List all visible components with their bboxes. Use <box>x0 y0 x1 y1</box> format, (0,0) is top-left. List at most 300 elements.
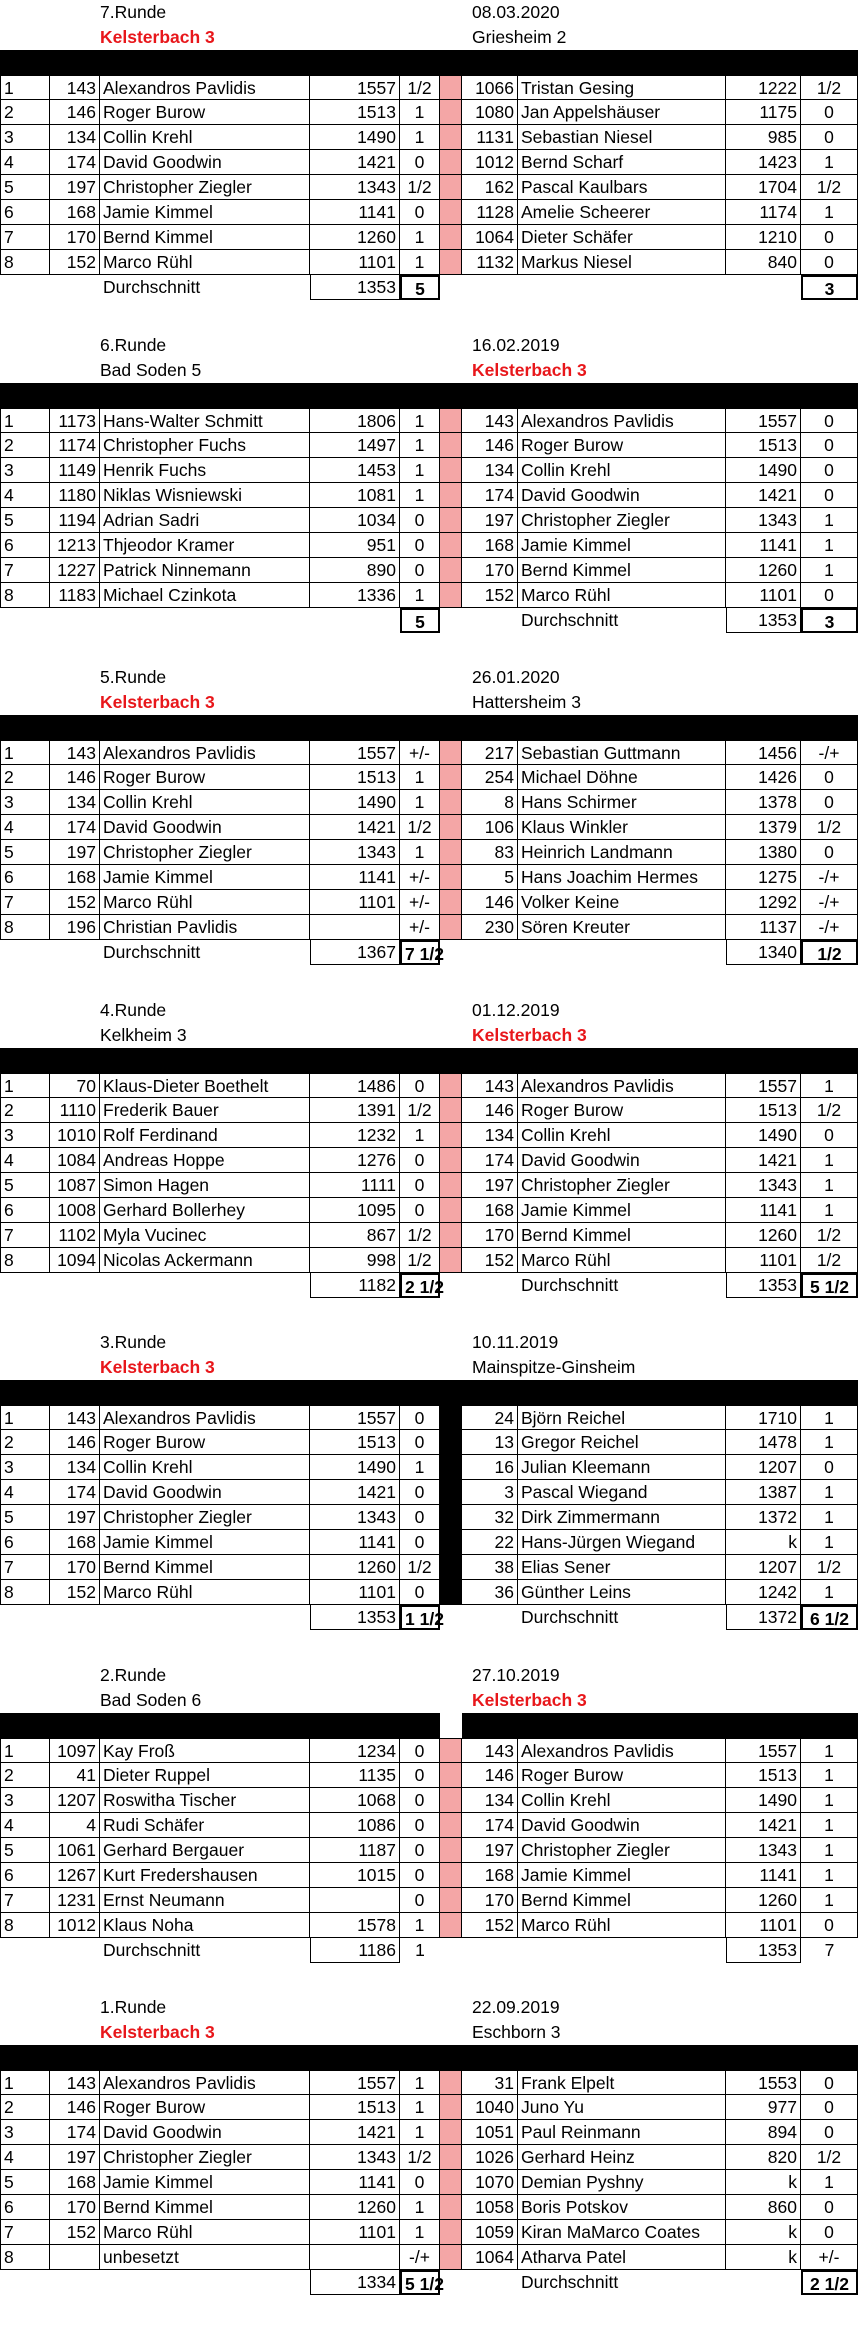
home-player-id: 143 <box>50 76 100 99</box>
home-player-name: David Goodwin <box>100 815 310 839</box>
separator <box>440 1430 462 1454</box>
away-player-rating: 1141 <box>726 533 801 557</box>
away-player-rating: 1513 <box>726 1098 801 1122</box>
header-spacer <box>0 998 100 1023</box>
home-player-rating: 1421 <box>310 2120 400 2144</box>
home-average-rating: 1353 <box>310 275 400 300</box>
home-player-result: 1 <box>400 2220 440 2244</box>
header-spacer <box>0 690 100 715</box>
separator <box>440 1223 462 1247</box>
home-player-name: Marco Rühl <box>100 890 310 914</box>
home-player-rating: 1234 <box>310 1739 400 1762</box>
away-player-rating: 1379 <box>726 815 801 839</box>
home-player-result: 1/2 <box>400 815 440 839</box>
pairing-row <box>0 583 858 608</box>
home-player-result: 0 <box>400 533 440 557</box>
separator <box>440 100 462 124</box>
separator <box>440 76 462 99</box>
away-player-name: Boris Potskov <box>518 2195 726 2219</box>
board-number: 2 <box>0 2095 50 2119</box>
separator <box>440 150 462 174</box>
board-number: 7 <box>0 890 50 914</box>
round-block <box>0 1330 858 1663</box>
away-average-rating: 1353 <box>726 608 801 633</box>
summary-spacer <box>462 1273 518 1298</box>
away-player-id: 1080 <box>462 100 518 124</box>
away-player-rating: 1222 <box>726 76 801 99</box>
separator <box>440 840 462 864</box>
home-player-id: 41 <box>50 1763 100 1787</box>
home-player-name: Andreas Hoppe <box>100 1148 310 1172</box>
header-bar-gap <box>440 1713 462 1738</box>
away-player-id: 24 <box>462 1406 518 1429</box>
away-player-rating: 1343 <box>726 1838 801 1862</box>
home-player-id: 1227 <box>50 558 100 582</box>
away-player-rating: k <box>726 2245 801 2269</box>
home-player-result: 0 <box>400 1148 440 1172</box>
board-number: 8 <box>0 915 50 939</box>
home-player-rating: 1260 <box>310 1555 400 1579</box>
home-player-name: Roger Burow <box>100 1430 310 1454</box>
away-player-id: 170 <box>462 1888 518 1912</box>
away-player-result: -/+ <box>801 915 858 939</box>
board-number: 3 <box>0 1123 50 1147</box>
away-player-id: 162 <box>462 175 518 199</box>
summary-spacer <box>0 1273 50 1298</box>
away-player-id: 83 <box>462 840 518 864</box>
away-player-id: 134 <box>462 1123 518 1147</box>
home-player-rating: 1101 <box>310 1580 400 1604</box>
away-team-name: Kelsterbach 3 <box>472 1024 587 1045</box>
home-player-id: 143 <box>50 2071 100 2094</box>
away-player-id: 134 <box>462 1788 518 1812</box>
round-label: 3.Runde <box>100 1332 167 1352</box>
away-player-id: 1040 <box>462 2095 518 2119</box>
board-number: 7 <box>0 1555 50 1579</box>
away-player-name: Christopher Ziegler <box>518 1838 726 1862</box>
pairing-row <box>0 225 858 250</box>
pairing-row <box>0 175 858 200</box>
separator <box>440 1406 462 1429</box>
board-number: 8 <box>0 1913 50 1937</box>
home-player-name: Thjeodor Kramer <box>100 533 310 557</box>
away-player-id: 1132 <box>462 250 518 274</box>
round-header <box>0 333 858 358</box>
away-player-id: 106 <box>462 815 518 839</box>
pairing-row <box>0 1913 858 1938</box>
home-player-id: 1173 <box>50 409 100 432</box>
home-player-id: 134 <box>50 125 100 149</box>
home-player-name: Roswitha Tischer <box>100 1788 310 1812</box>
round-date: 27.10.2019 <box>472 1664 560 1685</box>
pairing-row <box>0 558 858 583</box>
board-number: 3 <box>0 1455 50 1479</box>
away-player-name: Amelie Scheerer <box>518 200 726 224</box>
home-player-result: 0 <box>400 1530 440 1554</box>
board-number: 1 <box>0 1739 50 1762</box>
away-player-rating: 1207 <box>726 1555 801 1579</box>
away-player-rating: 1426 <box>726 765 801 789</box>
separator <box>440 458 462 482</box>
away-player-rating: 894 <box>726 2120 801 2144</box>
home-player-result: 1/2 <box>400 1248 440 1272</box>
board-number: 6 <box>0 1198 50 1222</box>
home-player-id: 174 <box>50 150 100 174</box>
home-player-result: 1/2 <box>400 175 440 199</box>
away-average-rating: 1353 <box>726 1273 801 1298</box>
away-player-id: 197 <box>462 1173 518 1197</box>
home-player-rating <box>310 1888 400 1912</box>
away-player-result: 1 <box>801 508 858 532</box>
home-player-result: 1 <box>400 409 440 432</box>
away-player-name: Gregor Reichel <box>518 1430 726 1454</box>
away-player-rating: 1343 <box>726 508 801 532</box>
header-bar <box>0 1713 858 1738</box>
home-player-id <box>50 2245 100 2269</box>
away-player-rating: 860 <box>726 2195 801 2219</box>
board-number: 8 <box>0 1580 50 1604</box>
team-header <box>0 690 858 715</box>
summary-row <box>0 1273 858 1298</box>
separator <box>440 1505 462 1529</box>
round-label: 5.Runde <box>100 667 167 687</box>
pairing-row <box>0 1098 858 1123</box>
home-player-id: 143 <box>50 1406 100 1429</box>
away-player-name: Hans Schirmer <box>518 790 726 814</box>
home-player-id: 143 <box>50 741 100 764</box>
away-player-name: Roger Burow <box>518 1098 726 1122</box>
separator <box>440 2071 462 2094</box>
home-player-name: Jamie Kimmel <box>100 865 310 889</box>
home-player-rating: 1015 <box>310 1863 400 1887</box>
away-player-name: Hans-Jürgen Wiegand <box>518 1530 726 1554</box>
summary-spacer <box>0 608 50 633</box>
team-header <box>0 358 858 383</box>
home-player-result: 0 <box>400 558 440 582</box>
board-number: 7 <box>0 225 50 249</box>
header-spacer <box>0 333 100 358</box>
home-player-rating: 1135 <box>310 1763 400 1787</box>
away-player-rating: 1513 <box>726 1763 801 1787</box>
away-player-name: Roger Burow <box>518 1763 726 1787</box>
home-player-rating: 1101 <box>310 2220 400 2244</box>
away-player-rating: 985 <box>726 125 801 149</box>
away-player-result: 1 <box>801 200 858 224</box>
home-player-id: 1213 <box>50 533 100 557</box>
home-player-rating: 1260 <box>310 225 400 249</box>
away-player-result: 1 <box>801 1888 858 1912</box>
home-player-result: 1 <box>400 583 440 607</box>
away-player-id: 230 <box>462 915 518 939</box>
summary-row <box>0 1938 858 1963</box>
home-player-result: 1 <box>400 1123 440 1147</box>
away-team-name: Mainspitze-Ginsheim <box>472 1357 636 1377</box>
board-number: 7 <box>0 1223 50 1247</box>
summary-separator <box>440 1938 462 1963</box>
pairing-row <box>0 1738 858 1763</box>
home-player-name: Roger Burow <box>100 100 310 124</box>
round-block <box>0 998 858 1331</box>
pairing-row <box>0 865 858 890</box>
away-player-id: 3 <box>462 1480 518 1504</box>
home-player-id: 1194 <box>50 508 100 532</box>
home-player-rating: 1391 <box>310 1098 400 1122</box>
header-bar-left <box>0 715 858 740</box>
away-player-rating: k <box>726 2170 801 2194</box>
away-player-result: 0 <box>801 1455 858 1479</box>
header-spacer <box>0 1023 100 1048</box>
separator <box>440 533 462 557</box>
away-player-name: Markus Niesel <box>518 250 726 274</box>
away-player-id: 146 <box>462 433 518 457</box>
away-player-id: 143 <box>462 1074 518 1097</box>
away-player-result: 1 <box>801 1074 858 1097</box>
home-player-rating: 1497 <box>310 433 400 457</box>
home-player-name: Dieter Ruppel <box>100 1763 310 1787</box>
round-block <box>0 665 858 998</box>
board-number: 8 <box>0 2245 50 2269</box>
home-player-id: 174 <box>50 815 100 839</box>
separator <box>440 1739 462 1762</box>
home-player-name: Christopher Ziegler <box>100 840 310 864</box>
home-player-rating: 1421 <box>310 1480 400 1504</box>
board-number: 6 <box>0 2195 50 2219</box>
away-player-name: David Goodwin <box>518 483 726 507</box>
pairing-row <box>0 915 858 940</box>
summary-row <box>0 2270 858 2295</box>
home-player-rating: 1068 <box>310 1788 400 1812</box>
home-player-result: 1 <box>400 225 440 249</box>
separator <box>440 790 462 814</box>
pairing-row <box>0 533 858 558</box>
pairing-row <box>0 1173 858 1198</box>
away-average-label <box>518 1938 726 1963</box>
separator <box>440 765 462 789</box>
home-player-result: 0 <box>400 1430 440 1454</box>
away-player-id: 32 <box>462 1505 518 1529</box>
away-player-name: Frank Elpelt <box>518 2071 726 2094</box>
away-player-name: Collin Krehl <box>518 1123 726 1147</box>
away-player-rating: 1207 <box>726 1455 801 1479</box>
pairing-row <box>0 1838 858 1863</box>
pairing-row <box>0 815 858 840</box>
away-player-rating: 1292 <box>726 890 801 914</box>
pairing-row <box>0 200 858 225</box>
home-player-rating: 1086 <box>310 1813 400 1837</box>
pairing-row <box>0 2195 858 2220</box>
away-player-rating: 840 <box>726 250 801 274</box>
away-team-score: 3 <box>801 608 858 633</box>
board-number: 6 <box>0 533 50 557</box>
pairing-row <box>0 483 858 508</box>
board-number: 5 <box>0 508 50 532</box>
header-bar <box>0 1048 858 1073</box>
home-player-id: 1097 <box>50 1739 100 1762</box>
away-player-name: Collin Krehl <box>518 1788 726 1812</box>
home-player-rating: 1111 <box>310 1173 400 1197</box>
home-average-rating: 1367 <box>310 940 400 965</box>
away-player-name: Björn Reichel <box>518 1406 726 1429</box>
home-player-rating: 1578 <box>310 1913 400 1937</box>
round-date: 10.11.2019 <box>472 1332 559 1352</box>
pairing-row <box>0 1580 858 1605</box>
header-spacer <box>0 0 100 25</box>
home-player-id: 1207 <box>50 1788 100 1812</box>
away-player-rating: 1490 <box>726 1788 801 1812</box>
away-player-id: 197 <box>462 1838 518 1862</box>
board-number: 2 <box>0 1098 50 1122</box>
board-number: 5 <box>0 840 50 864</box>
header-bar-left <box>0 2045 858 2070</box>
separator <box>440 1123 462 1147</box>
home-player-rating: 890 <box>310 558 400 582</box>
home-player-result: 1/2 <box>400 76 440 99</box>
board-number: 2 <box>0 1430 50 1454</box>
home-player-id: 168 <box>50 1530 100 1554</box>
home-player-rating: 1095 <box>310 1198 400 1222</box>
away-player-result: 1 <box>801 2170 858 2194</box>
away-player-name: Jamie Kimmel <box>518 1863 726 1887</box>
board-number: 5 <box>0 1838 50 1862</box>
separator <box>440 2220 462 2244</box>
home-player-name: Alexandros Pavlidis <box>100 741 310 764</box>
home-player-rating: 1513 <box>310 100 400 124</box>
home-player-result: 0 <box>400 1888 440 1912</box>
away-player-rating: 1387 <box>726 1480 801 1504</box>
home-player-name: unbesetzt <box>100 2245 310 2269</box>
round-label: 7.Runde <box>100 2 167 22</box>
home-player-name: David Goodwin <box>100 150 310 174</box>
away-player-id: 1058 <box>462 2195 518 2219</box>
separator <box>440 1888 462 1912</box>
home-player-id: 197 <box>50 1505 100 1529</box>
board-number: 1 <box>0 76 50 99</box>
home-team-name: Kelsterbach 3 <box>100 27 215 47</box>
away-player-result: 1 <box>801 1739 858 1762</box>
home-player-result: 0 <box>400 1813 440 1837</box>
away-player-rating: 1101 <box>726 1913 801 1937</box>
away-player-rating: 1423 <box>726 150 801 174</box>
away-player-name: Alexandros Pavlidis <box>518 1739 726 1762</box>
board-number: 8 <box>0 583 50 607</box>
home-player-id: 1061 <box>50 1838 100 1862</box>
home-player-id: 1010 <box>50 1123 100 1147</box>
home-player-rating: 1141 <box>310 1530 400 1554</box>
away-player-id: 143 <box>462 1739 518 1762</box>
away-player-result: 1 <box>801 1788 858 1812</box>
separator <box>440 1148 462 1172</box>
summary-spacer <box>0 1605 50 1630</box>
away-player-id: 168 <box>462 1863 518 1887</box>
home-player-name: Christian Pavlidis <box>100 915 310 939</box>
home-player-id: 197 <box>50 840 100 864</box>
home-player-rating: 1806 <box>310 409 400 432</box>
away-player-result: 1/2 <box>801 76 858 99</box>
home-player-rating: 1232 <box>310 1123 400 1147</box>
home-player-rating <box>310 915 400 939</box>
team-header <box>0 1688 858 1713</box>
home-player-name: Marco Rühl <box>100 250 310 274</box>
home-player-result: 0 <box>400 1863 440 1887</box>
away-average-rating <box>726 2270 801 2295</box>
home-average-rating: 1182 <box>310 1273 400 1298</box>
away-player-name: Kiran MaMarco Coates <box>518 2220 726 2244</box>
away-player-name: Bernd Kimmel <box>518 1223 726 1247</box>
team-header <box>0 1023 858 1048</box>
pairing-row <box>0 1123 858 1148</box>
home-team-score: 7 1/2 <box>400 940 440 965</box>
away-player-result: 0 <box>801 458 858 482</box>
summary-spacer <box>462 1938 518 1963</box>
round-date: 16.02.2019 <box>472 334 560 355</box>
away-player-name: Bernd Kimmel <box>518 558 726 582</box>
home-team-name: Kelsterbach 3 <box>100 2022 215 2042</box>
round-block <box>0 0 858 333</box>
separator <box>440 1763 462 1787</box>
header-spacer <box>0 1330 100 1355</box>
away-player-name: Demian Pyshny <box>518 2170 726 2194</box>
away-player-name: Alexandros Pavlidis <box>518 1074 726 1097</box>
home-average-rating <box>310 608 400 633</box>
home-player-result: 1 <box>400 2195 440 2219</box>
separator <box>440 1248 462 1272</box>
pairing-row <box>0 408 858 433</box>
board-number: 4 <box>0 483 50 507</box>
away-player-name: Marco Rühl <box>518 583 726 607</box>
away-average-label: Durchschnitt <box>521 609 619 630</box>
away-player-result: 0 <box>801 250 858 274</box>
separator <box>440 1838 462 1862</box>
separator <box>440 125 462 149</box>
pairing-row <box>0 1405 858 1430</box>
home-player-id: 168 <box>50 2170 100 2194</box>
home-player-result: 0 <box>400 150 440 174</box>
separator <box>440 1863 462 1887</box>
away-player-name: Dirk Zimmermann <box>518 1505 726 1529</box>
round-date: 08.03.2020 <box>472 2 560 22</box>
home-player-rating: 951 <box>310 533 400 557</box>
home-player-result: 0 <box>400 2170 440 2194</box>
home-player-result: 1 <box>400 2120 440 2144</box>
away-player-name: Marco Rühl <box>518 1248 726 1272</box>
summary-spacer <box>462 608 518 633</box>
away-player-id: 1059 <box>462 2220 518 2244</box>
header-bar-left <box>0 50 858 75</box>
summary-separator <box>440 2270 462 2295</box>
away-player-result: 1 <box>801 1480 858 1504</box>
round-header <box>0 1995 858 2020</box>
away-player-name: Heinrich Landmann <box>518 840 726 864</box>
away-player-result: 0 <box>801 433 858 457</box>
pairing-row <box>0 840 858 865</box>
away-player-result: 1/2 <box>801 1223 858 1247</box>
away-average-rating <box>726 275 801 300</box>
summary-separator <box>440 608 462 633</box>
header-bar-left <box>0 1048 858 1073</box>
away-player-rating: k <box>726 1530 801 1554</box>
summary-spacer <box>50 1605 100 1630</box>
away-player-rating: 1421 <box>726 483 801 507</box>
away-player-id: 1131 <box>462 125 518 149</box>
away-player-result: 0 <box>801 840 858 864</box>
separator <box>440 2120 462 2144</box>
away-player-name: Bernd Kimmel <box>518 1888 726 1912</box>
home-player-name: Alexandros Pavlidis <box>100 76 310 99</box>
home-player-id: 146 <box>50 100 100 124</box>
away-player-result: 1 <box>801 1580 858 1604</box>
home-player-id: 197 <box>50 2145 100 2169</box>
header-bar-left <box>0 383 858 408</box>
